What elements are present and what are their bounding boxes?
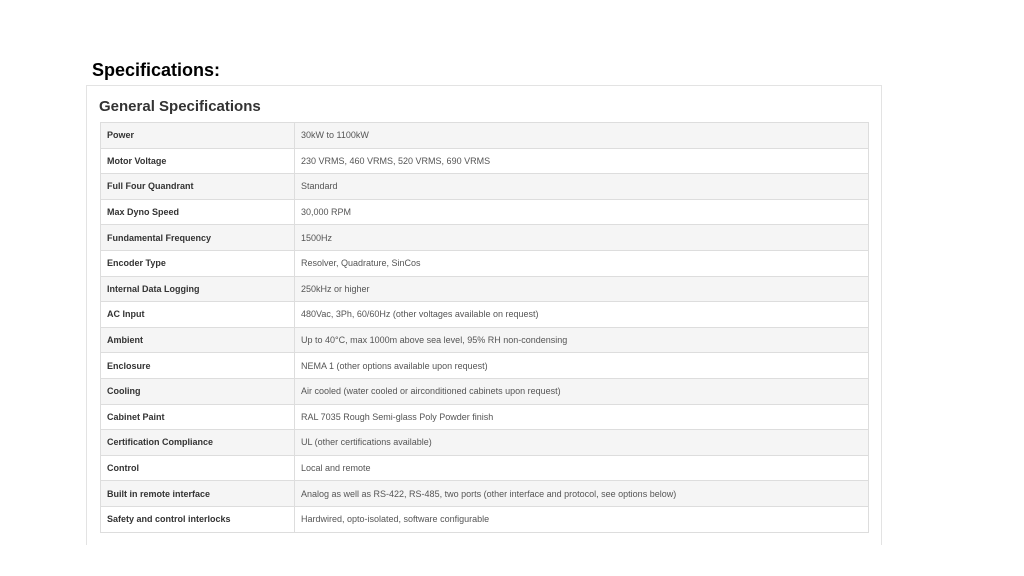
table-row: [101, 455, 869, 481]
table-row: [101, 481, 869, 507]
spec-value: 30kW to 1100kW: [295, 123, 869, 149]
spec-label: Enclosure: [101, 353, 295, 379]
spec-value: 250kHz or higher: [295, 276, 869, 302]
spec-label: Max Dyno Speed: [101, 199, 295, 225]
spec-label: Certification Compliance: [101, 430, 295, 456]
spec-label: Safety and control interlocks: [101, 506, 295, 532]
spec-label: Fundamental Frequency: [101, 225, 295, 251]
table-row: [101, 302, 869, 328]
spec-value: RAL 7035 Rough Semi-glass Poly Powder finish: [295, 404, 869, 430]
table-row: [101, 123, 869, 149]
spec-value: Standard: [295, 174, 869, 200]
spec-value: Hardwired, opto-isolated, software configurable: [295, 506, 869, 532]
table-row: [101, 378, 869, 404]
spec-label: Internal Data Logging: [101, 276, 295, 302]
spec-value: 30,000 RPM: [295, 199, 869, 225]
table-row: [101, 276, 869, 302]
spec-label: Motor Voltage: [101, 148, 295, 174]
spec-value: Up to 40°C, max 1000m above sea level, 95% RH non-condensing: [295, 327, 869, 353]
spec-label: Control: [101, 455, 295, 481]
spec-label: AC Input: [101, 302, 295, 328]
table-row: [101, 327, 869, 353]
table-row: [101, 148, 869, 174]
table-row: [101, 250, 869, 276]
spec-label: Encoder Type: [101, 250, 295, 276]
table-row: [101, 430, 869, 456]
table-row: [101, 225, 869, 251]
spec-label: Cabinet Paint: [101, 404, 295, 430]
specifications-table: [100, 122, 869, 533]
spec-value: Resolver, Quadrature, SinCos: [295, 250, 869, 276]
spec-value: Local and remote: [295, 455, 869, 481]
spec-value: 230 VRMS, 460 VRMS, 520 VRMS, 690 VRMS: [295, 148, 869, 174]
general-specifications-panel: [86, 85, 882, 545]
table-row: [101, 404, 869, 430]
spec-label: Cooling: [101, 378, 295, 404]
spec-value: 1500Hz: [295, 225, 869, 251]
spec-value: UL (other certifications available): [295, 430, 869, 456]
table-row: [101, 353, 869, 379]
spec-value: Air cooled (water cooled or airconditioned cabinets upon request): [295, 378, 869, 404]
table-row: [101, 174, 869, 200]
page-title: Specifications:: [92, 60, 221, 80]
spec-value: NEMA 1 (other options available upon request): [295, 353, 869, 379]
table-row: [101, 199, 869, 225]
panel-title: General Specifications: [99, 98, 261, 115]
spec-label: Power: [101, 123, 295, 149]
spec-value: Analog as well as RS-422, RS-485, two ports (other interface and protocol, see options below): [295, 481, 869, 507]
spec-label: Built in remote interface: [101, 481, 295, 507]
table-row: [101, 506, 869, 532]
spec-label: Full Four Quandrant: [101, 174, 295, 200]
spec-label: Ambient: [101, 327, 295, 353]
spec-value: 480Vac, 3Ph, 60/60Hz (other voltages available on request): [295, 302, 869, 328]
